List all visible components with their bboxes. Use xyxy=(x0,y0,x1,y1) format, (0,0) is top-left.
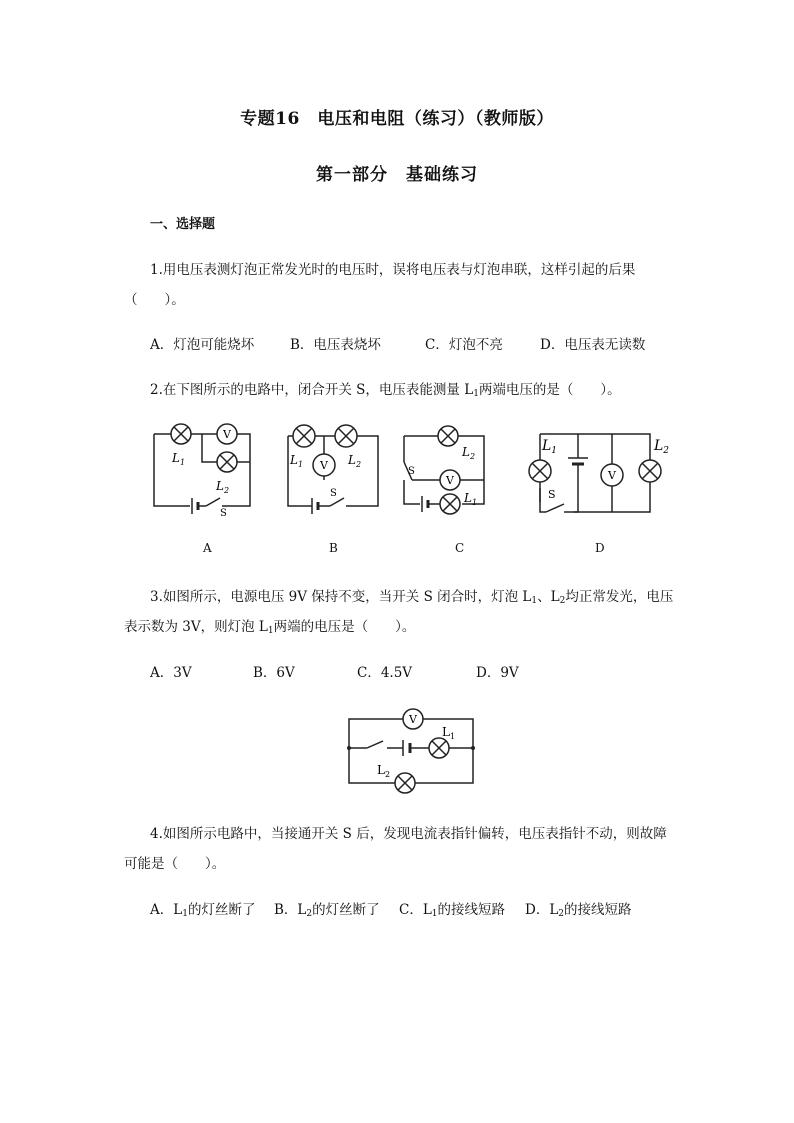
part-heading: 第一部分 基础练习 xyxy=(316,165,478,185)
q3-option-a: A．3V xyxy=(150,665,192,681)
q4-option-b: B．$L_2$的灯丝断了 xyxy=(274,902,380,919)
svg-text:V: V xyxy=(446,474,454,487)
svg-text:L1: $L_1$ xyxy=(464,491,478,507)
q4-option-d: D．$L_2$的接线短路 xyxy=(525,902,632,919)
question-1-options xyxy=(150,333,645,353)
question-3-text-2: 表示数为 3V，则灯泡 $L_1$两端的电压是（ ）。 xyxy=(124,619,416,636)
question-1-text: 1.用电压表测灯泡正常发光时的电压时，误将电压表与灯泡串联，这样引起的后果 xyxy=(150,262,636,278)
svg-text:L1: $L_1$ xyxy=(442,725,456,741)
question-4-text: 4.如图所示电路中，当接通开关 S 后，发现电流表指针偏转，电压表指针不动，则故障 xyxy=(150,826,667,842)
svg-text:L2: $L_2$ xyxy=(348,453,362,469)
q3-option-d: D．9V xyxy=(476,665,519,681)
q1-option-c: C．灯泡不亮 xyxy=(425,337,503,353)
q4-option-a: A．$L_1$的灯丝断了 xyxy=(150,902,256,919)
svg-text:L1: $L_1$ xyxy=(290,453,304,469)
svg-text:V: V xyxy=(223,428,231,441)
circuit-label-c: C xyxy=(455,541,465,555)
circuit-b-diagram xyxy=(284,418,394,518)
question-1-blank: （ ）。 xyxy=(124,292,185,308)
circuit-d-diagram xyxy=(520,418,680,518)
svg-text:S: S xyxy=(408,466,415,477)
svg-text:L2: $L_2$ xyxy=(462,445,476,461)
circuit-label-a: A xyxy=(203,541,212,555)
question-2-text: 2.在下图所示的电路中，闭合开关 S，电压表能测量 $L_1$两端电压的是（ ）。 xyxy=(150,382,621,399)
circuit-c-diagram xyxy=(398,418,508,518)
q1-option-d: D．电压表无读数 xyxy=(540,337,646,353)
q4-option-c: C．$L_1$的接线短路 xyxy=(399,902,506,919)
svg-text:L2: $L_2$ xyxy=(216,479,230,495)
q1-option-b: B．电压表烧坏 xyxy=(290,337,381,353)
document-title: 专题16 电压和电阻（练习）（教师版） xyxy=(240,109,554,129)
circuit-a-diagram xyxy=(150,418,260,518)
svg-text:L1: $L_1$ xyxy=(542,438,558,456)
question-4-options xyxy=(150,898,632,919)
svg-text:S: S xyxy=(548,488,556,501)
svg-text:L1: $L_1$ xyxy=(172,451,186,467)
svg-text:V: V xyxy=(608,469,616,482)
circuit-label-b: B xyxy=(329,541,338,555)
circuit-q3-diagram xyxy=(343,706,479,796)
svg-text:S: S xyxy=(330,488,337,499)
q1-option-a: A．灯泡可能烧坏 xyxy=(150,337,255,353)
q3-option-c: C．4.5V xyxy=(357,665,413,681)
question-3-options xyxy=(150,661,519,681)
section-heading: 一、选择题 xyxy=(150,217,216,232)
q3-option-b: B．6V xyxy=(253,665,295,681)
svg-text:S: S xyxy=(220,508,227,518)
question-4-text-2: 可能是（ ）。 xyxy=(124,856,226,872)
question-3-text: 3.如图所示，电源电压 9V 保持不变，当开关 S 闭合时，灯泡 $L_1$、$L_2$均正常发光，电压 xyxy=(150,589,674,606)
svg-text:V: V xyxy=(320,459,328,472)
svg-text:V: V xyxy=(409,713,417,726)
circuit-label-d: D xyxy=(595,541,605,555)
svg-text:L2: $L_2$ xyxy=(377,763,391,779)
svg-text:L2: $L_2$ xyxy=(654,438,670,456)
